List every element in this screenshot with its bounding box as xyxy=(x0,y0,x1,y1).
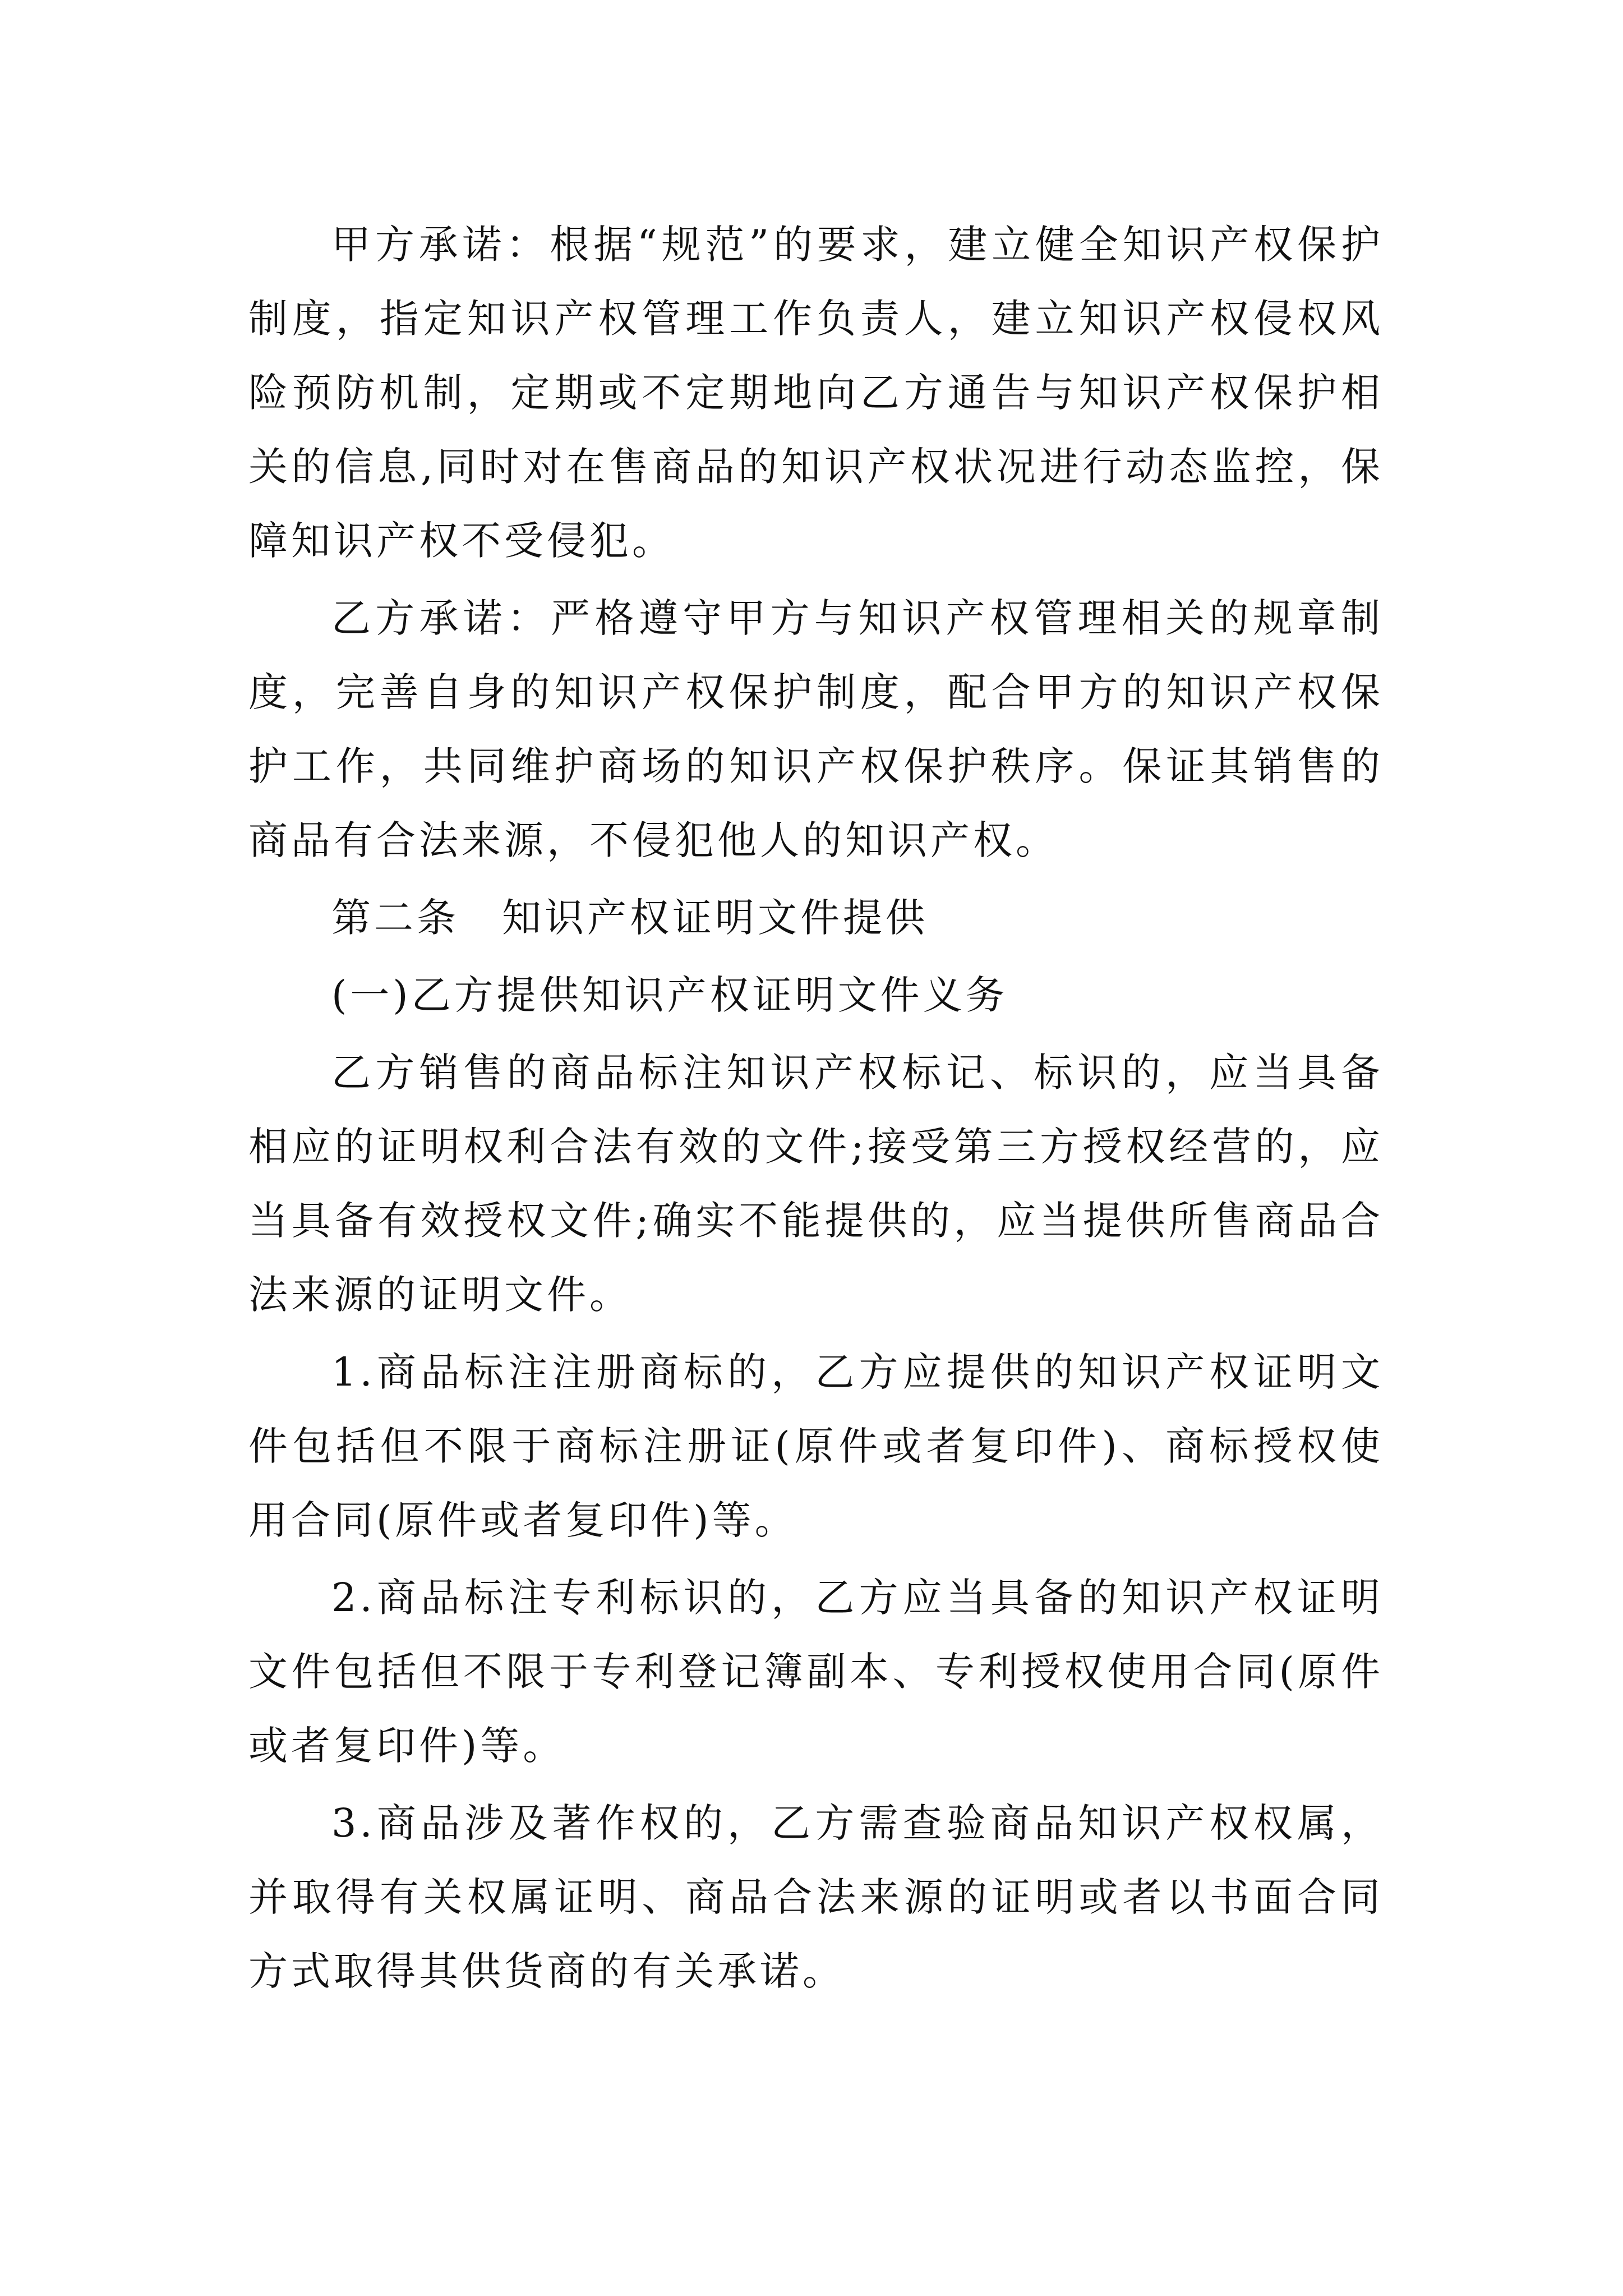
document-body xyxy=(248,208,1384,2012)
paragraph-item-copyright: 3.商品涉及著作权的，乙方需查验商品知识产权权属，并取得有关权属证明、商品合法来源的证明或者以书面合同方式取得其供货商的有关承诺。 xyxy=(248,1800,1384,1994)
paragraph-proof-obligation: 乙方销售的商品标注知识产权标记、标识的，应当具备相应的证明权利合法有效的文件;接受第三方授权经营的，应当具备有效授权文件;确实不能提供的，应当提供所售商品合法来源的证明文件。 xyxy=(248,1050,1384,1318)
paragraph-party-a-commitment: 甲方承诺：根据“规范”的要求，建立健全知识产权保护制度，指定知识产权管理工作负责人，建立知识产权侵权风险预防机制，定期或不定期地向乙方通告与知识产权保护相关的信息,同时对在售商品的知识产权状况进行动态监控，保障知识产权不受侵犯。 xyxy=(248,222,1384,564)
article-two-heading: 第二条 知识产权证明文件提供 xyxy=(331,895,928,941)
section-one-heading: (一)乙方提供知识产权证明文件义务 xyxy=(331,972,1008,1018)
paragraph-item-trademark: 1.商品标注注册商标的，乙方应提供的知识产权证明文件包括但不限于商标注册证(原件或者复印件)、商标授权使用合同(原件或者复印件)等。 xyxy=(248,1349,1384,1543)
paragraph-party-b-commitment: 乙方承诺：严格遵守甲方与知识产权管理相关的规章制度，完善自身的知识产权保护制度，配合甲方的知识产权保护工作，共同维护商场的知识产权保护秩序。保证其销售的商品有合法来源，不侵犯他人的知识产权。 xyxy=(248,595,1384,863)
paragraph-item-patent: 2.商品标注专利标识的，乙方应当具备的知识产权证明文件包括但不限于专利登记簿副本、专利授权使用合同(原件或者复印件)等。 xyxy=(248,1575,1384,1769)
